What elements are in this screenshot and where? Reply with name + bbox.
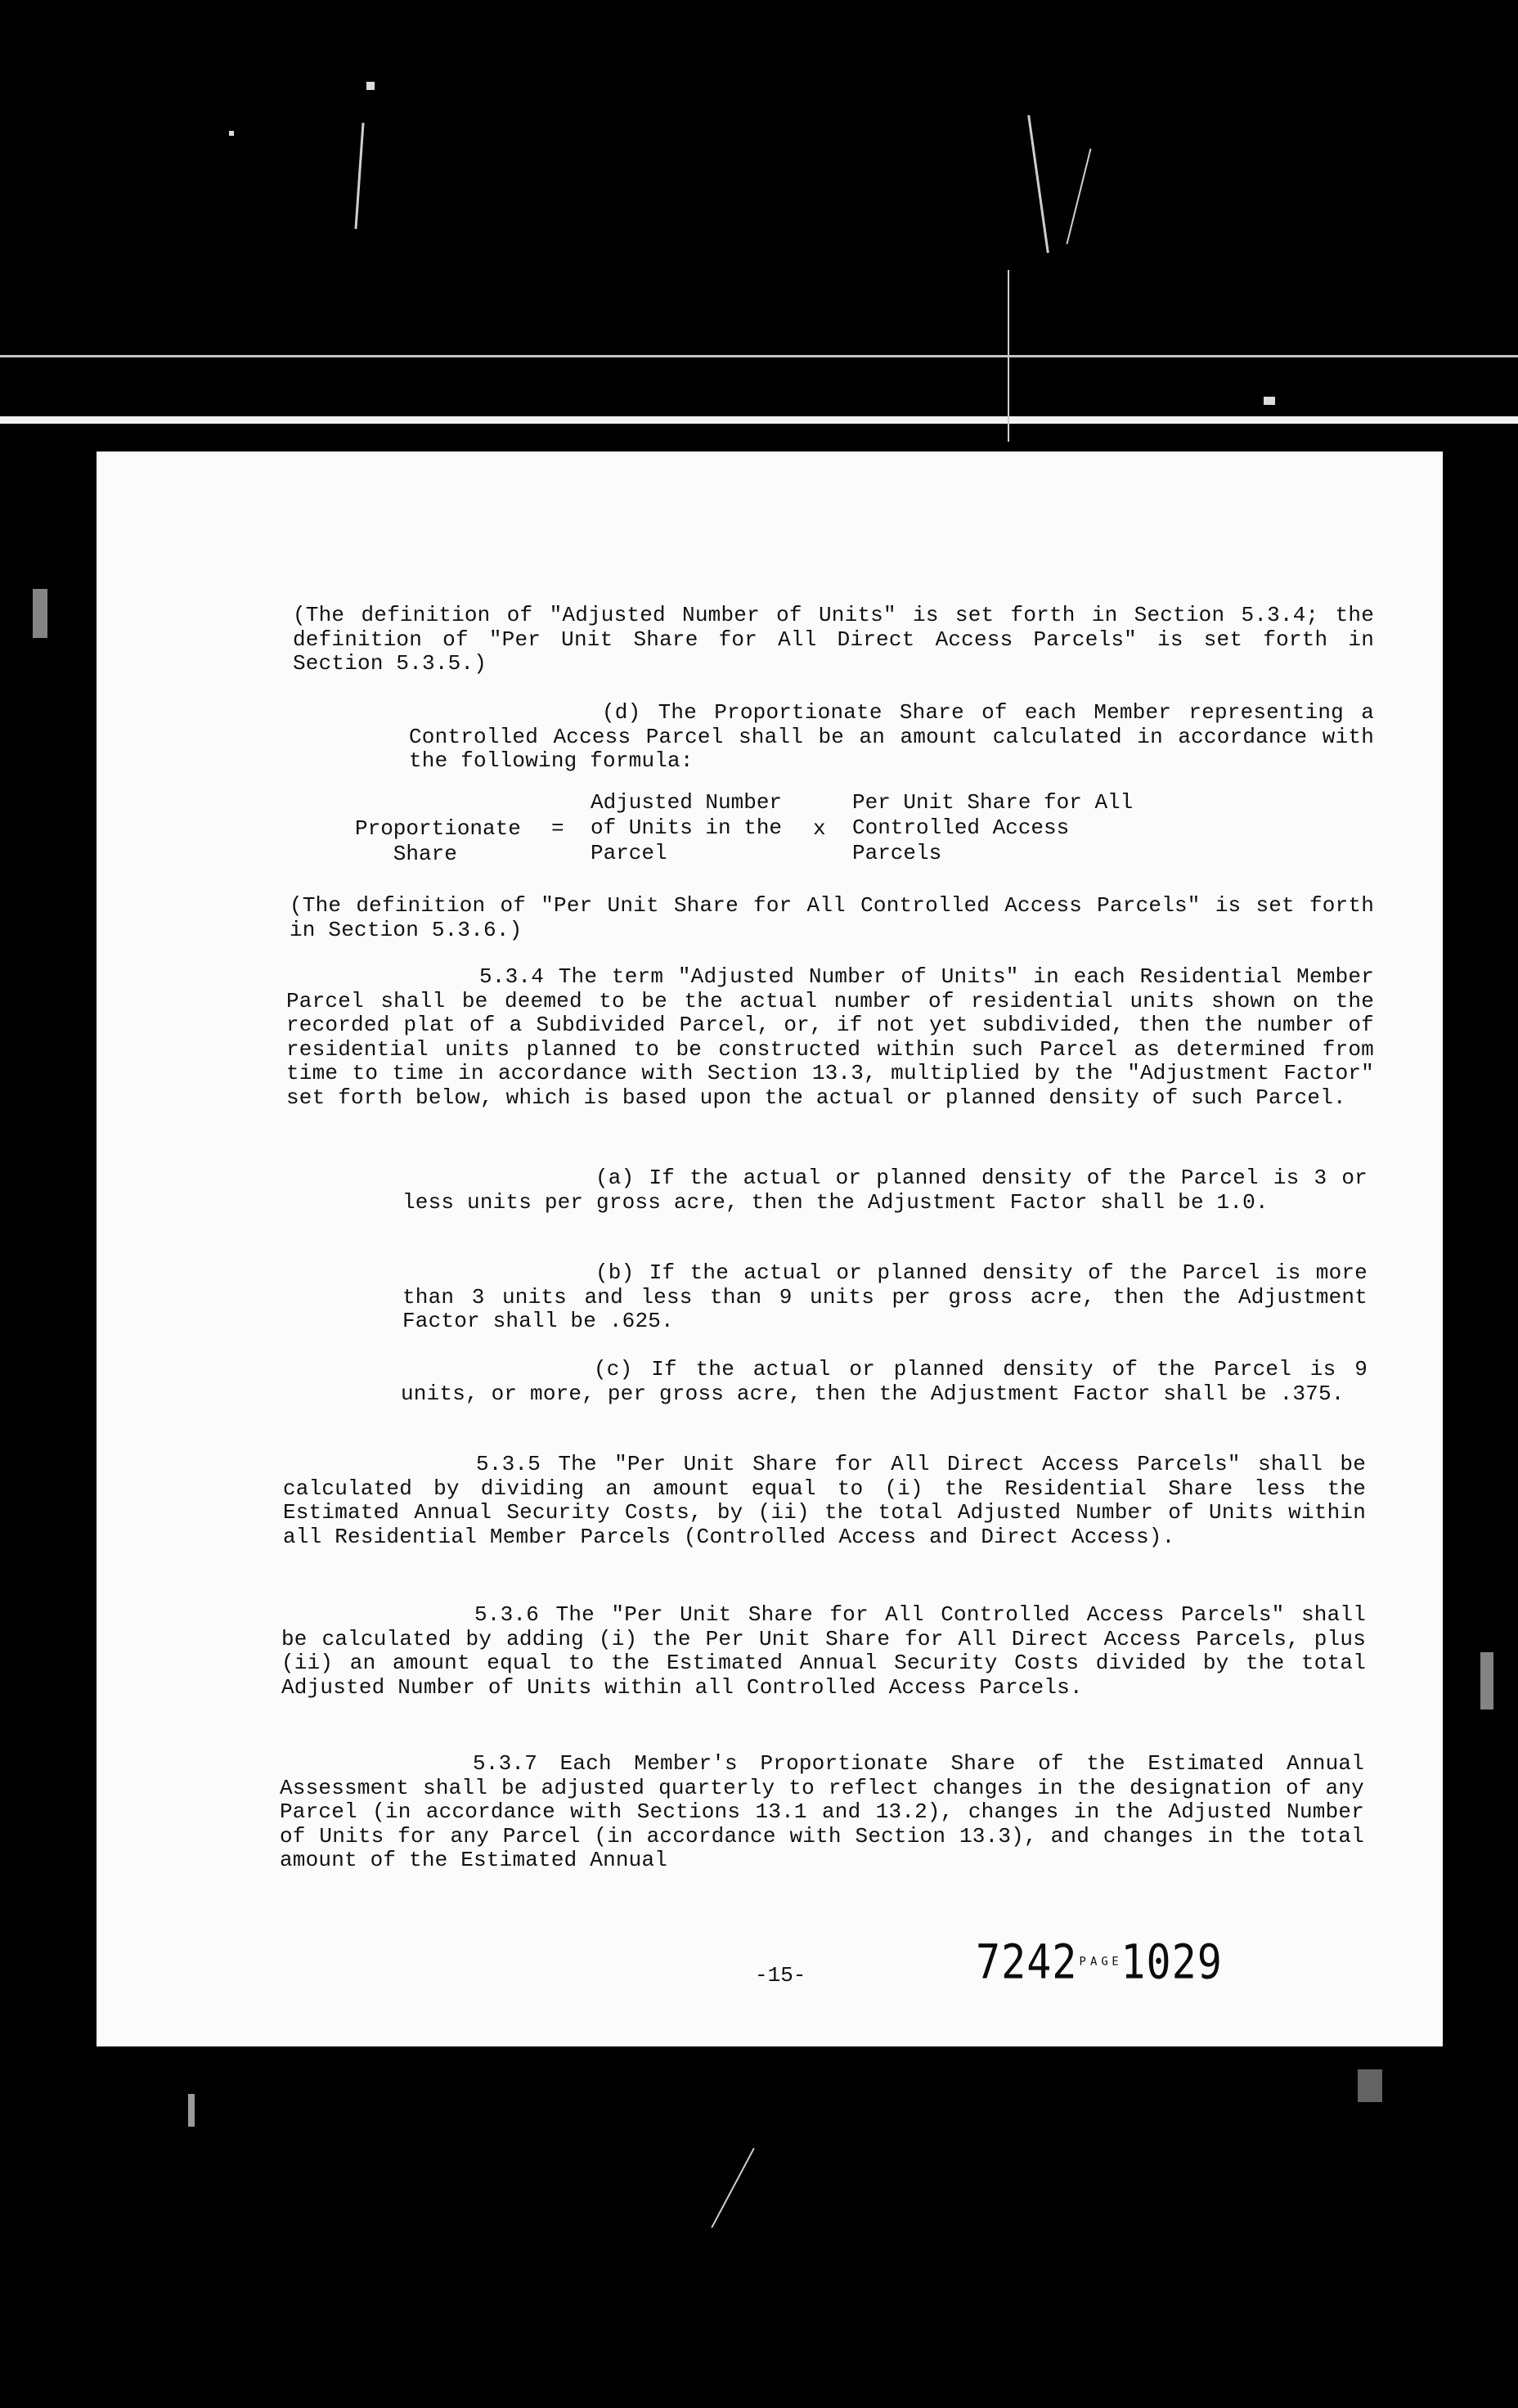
scan-scratch <box>1008 270 1009 442</box>
formula-times: x <box>813 816 826 841</box>
scan-speck <box>1358 2069 1382 2102</box>
formula-lhs: Proportionate Share <box>355 816 521 866</box>
paragraph-d: (d) The Proportionate Share of each Member representing a Controlled Access Parcel shall be an amount calculated in accordance with the following formula: <box>409 700 1374 773</box>
page-number: -15- <box>755 1963 806 1988</box>
formula-middle: Adjusted Number of Units in the Parcel <box>591 790 783 865</box>
document-page <box>97 452 1443 2046</box>
paragraph-b: (b) If the actual or planned density of the Parcel is more than 3 units and less than 9 units per gross acre, then the Adjustment Factor shall be .625. <box>402 1260 1368 1333</box>
section-5-3-5: 5.3.5 The "Per Unit Share for All Direct Access Parcels" shall be calculated by dividing an amount equal to (i) the Residential Share less the Estimated Annual Security Costs, by (ii) the total Adjusted Number of Units within all Residential Member Parcels (Controlled Access and Direct Access). <box>283 1452 1366 1549</box>
formula-rhs: Per Unit Share for All Controlled Access Parcels <box>852 790 1134 865</box>
scan-speck <box>1264 397 1275 405</box>
paragraph-a: (a) If the actual or planned density of the Parcel is 3 or less units per gross acre, then the Adjustment Factor shall be 1.0. <box>402 1166 1368 1215</box>
scan-scratch <box>711 2148 754 2228</box>
scan-scratch <box>1027 115 1049 254</box>
scan-line-bottom <box>0 416 1518 424</box>
formula-equals: = <box>551 816 564 841</box>
section-5-3-7: 5.3.7 Each Member's Proportionate Share of the Estimated Annual Assessment shall be adjusted quarterly to reflect changes in the designation of any Parcel (in accordance with Sections 13.1 and 13.2), changes in the Adjusted Number of Units for any Parcel (in accordance with Section 13.3), and changes in the total amount of the Estimated Annual <box>280 1751 1364 1872</box>
scan-scratch <box>354 123 364 229</box>
definition-note-controlled-access: (The definition of "Per Unit Share for All Controlled Access Parcels" is set forth in Section 5.3.6.) <box>290 893 1374 942</box>
paragraph-c: (c) If the actual or planned density of the Parcel is 9 units, or more, per gross acre, then the Adjustment Factor shall be .375. <box>401 1357 1368 1406</box>
stamp-page-label: ᴾᴬᴳᴱ <box>1077 1953 1121 1978</box>
scan-speck <box>1480 1652 1493 1709</box>
scan-speck <box>366 82 375 90</box>
scan-scratch <box>1067 149 1092 245</box>
scan-speck <box>229 131 234 136</box>
scan-line-top <box>0 355 1518 357</box>
scan-speck <box>188 2094 195 2127</box>
definition-note-adjusted-units: (The definition of "Adjusted Number of Units" is set forth in Section 5.3.4; the definition of "Per Unit Share for All Direct Access Parcels" is set forth in Section 5.3.5.) <box>293 603 1374 676</box>
stamp-book: 7242 <box>976 1934 1078 1990</box>
scan-speck <box>33 589 47 638</box>
section-5-3-4: 5.3.4 The term "Adjusted Number of Units" in each Residential Member Parcel shall be deemed to be the actual number of residential units shown on the recorded plat of a Subdivided Parcel, or, if not yet subdivided, then the number of residential units planned to be constructed within such Parcel as determined from time to time in accordance with Section 13.3, multiplied by the "Adjustment Factor" set forth below, which is based upon the actual or planned density of such Parcel. <box>286 964 1374 1110</box>
section-5-3-6: 5.3.6 The "Per Unit Share for All Controlled Access Parcels" shall be calculated by adding (i) the Per Unit Share for All Direct Access Parcels, plus (ii) an amount equal to the Estimated Annual Security Costs divided by the total Adjusted Number of Units within all Controlled Access Parcels. <box>281 1602 1366 1700</box>
recording-stamp <box>976 1935 1223 1990</box>
stamp-page: 1029 <box>1121 1934 1223 1990</box>
